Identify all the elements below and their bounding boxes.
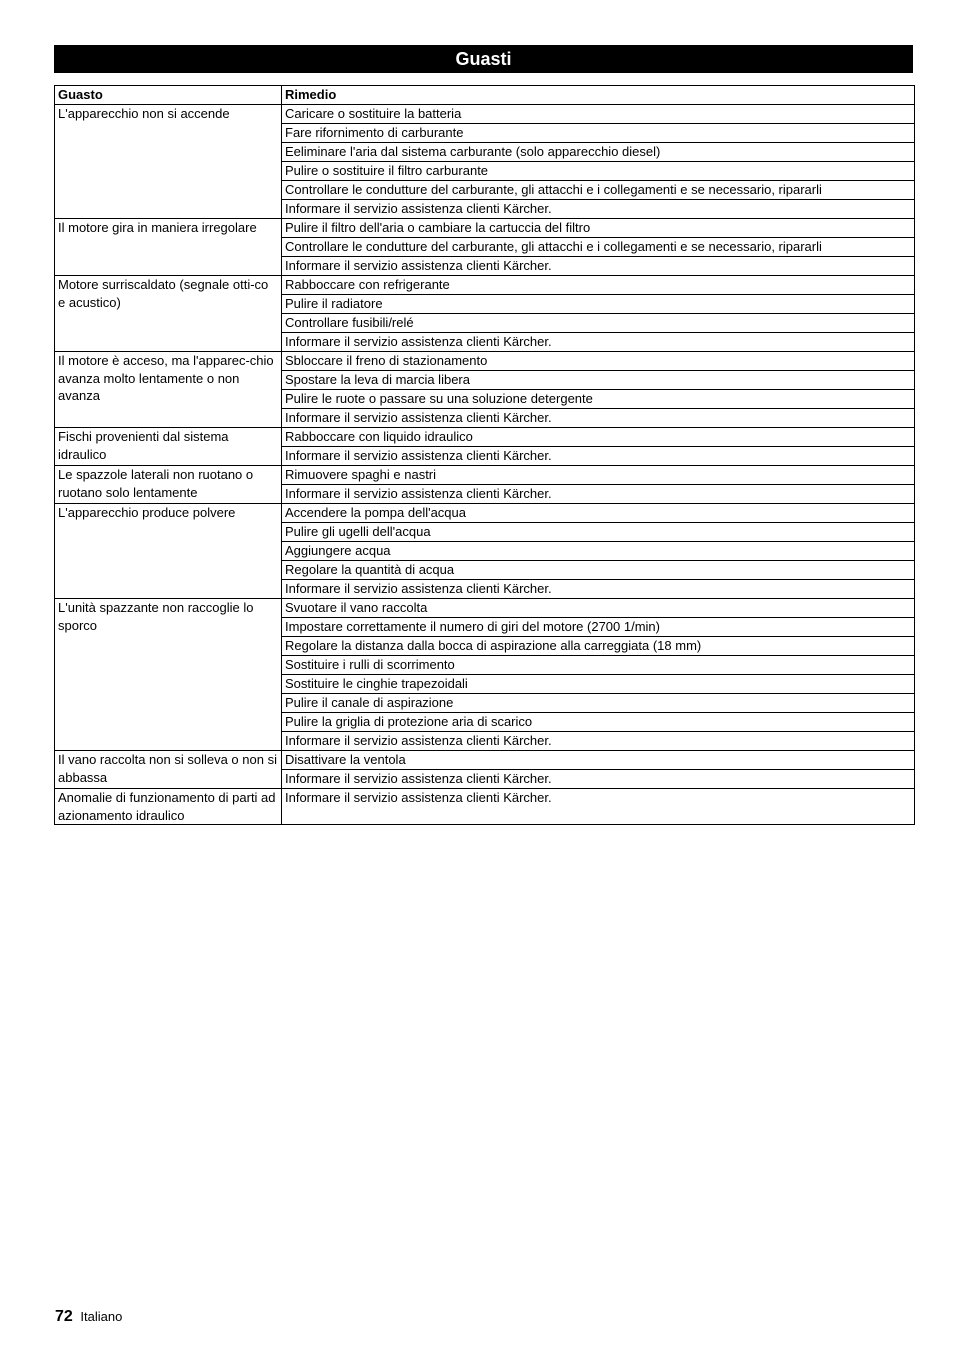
remedy-cell: Informare il servizio assistenza clienti Kärcher. <box>282 200 915 219</box>
table-row <box>55 276 915 295</box>
table-row <box>55 352 915 371</box>
table-row <box>55 751 915 770</box>
remedy-cell: Regolare la distanza dalla bocca di aspirazione alla carreggiata (18 mm) <box>282 637 915 656</box>
fault-cell: Le spazzole laterali non ruotano o ruotano solo lentamente <box>55 466 282 504</box>
remedy-cell: Informare il servizio assistenza clienti Kärcher. <box>282 485 915 504</box>
remedy-cell: Disattivare la ventola <box>282 751 915 770</box>
page-title: Guasti <box>54 45 913 73</box>
fault-cell: Fischi provenienti dal sistema idraulico <box>55 428 282 466</box>
remedy-cell: Pulire il filtro dell'aria o cambiare la cartuccia del filtro <box>282 219 915 238</box>
remedy-cell: Informare il servizio assistenza clienti Kärcher. <box>282 257 915 276</box>
remedy-cell: Controllare le condutture del carburante, gli attacchi e i collegamenti e se necessario, ripararli <box>282 238 915 257</box>
page-footer <box>55 1307 122 1327</box>
remedy-cell: Informare il servizio assistenza clienti Kärcher. <box>282 580 915 599</box>
remedy-cell: Informare il servizio assistenza clienti Kärcher. <box>282 789 915 825</box>
remedy-cell: Pulire le ruote o passare su una soluzione detergente <box>282 390 915 409</box>
table-row <box>55 599 915 618</box>
footer-language: Italiano <box>80 1309 123 1324</box>
remedy-cell: Regolare la quantità di acqua <box>282 561 915 580</box>
remedy-cell: Pulire o sostituire il filtro carburante <box>282 162 915 181</box>
remedy-cell: Accendere la pompa dell'acqua <box>282 504 915 523</box>
fault-cell: Motore surriscaldato (segnale otti-co e acustico) <box>55 276 282 352</box>
fault-cell: Il motore è acceso, ma l'apparec-chio avanza molto lentamente o non avanza <box>55 352 282 428</box>
header-fault: Guasto <box>55 86 282 105</box>
fault-cell: Anomalie di funzionamento di parti ad azionamento idraulico <box>55 789 282 825</box>
remedy-cell: Caricare o sostituire la batteria <box>282 105 915 124</box>
remedy-cell: Informare il servizio assistenza clienti Kärcher. <box>282 333 915 352</box>
remedy-cell: Sostituire i rulli di scorrimento <box>282 656 915 675</box>
table-row <box>55 466 915 485</box>
table-row <box>55 504 915 523</box>
table-row <box>55 105 915 124</box>
fault-cell: Il vano raccolta non si solleva o non si abbassa <box>55 751 282 789</box>
remedy-cell: Sostituire le cinghie trapezoidali <box>282 675 915 694</box>
fault-cell: L'apparecchio produce polvere <box>55 504 282 599</box>
table-row <box>55 428 915 447</box>
remedy-cell: Controllare fusibili/relé <box>282 314 915 333</box>
table-body <box>55 105 915 825</box>
table-row <box>55 219 915 238</box>
remedy-cell: Svuotare il vano raccolta <box>282 599 915 618</box>
remedy-cell: Aggiungere acqua <box>282 542 915 561</box>
remedy-cell: Pulire la griglia di protezione aria di scarico <box>282 713 915 732</box>
header-remedy: Rimedio <box>282 86 915 105</box>
remedy-cell: Impostare correttamente il numero di giri del motore (2700 1/min) <box>282 618 915 637</box>
remedy-cell: Fare rifornimento di carburante <box>282 124 915 143</box>
remedy-cell: Informare il servizio assistenza clienti Kärcher. <box>282 447 915 466</box>
faults-table <box>54 85 915 825</box>
fault-cell: L'unità spazzante non raccoglie lo sporco <box>55 599 282 751</box>
page-number: 72 <box>55 1308 73 1325</box>
remedy-cell: Sbloccare il freno di stazionamento <box>282 352 915 371</box>
remedy-cell: Controllare le condutture del carburante, gli attacchi e i collegamenti e se necessario, ripararli <box>282 181 915 200</box>
table-row <box>55 789 915 825</box>
remedy-cell: Rabboccare con refrigerante <box>282 276 915 295</box>
remedy-cell: Spostare la leva di marcia libera <box>282 371 915 390</box>
remedy-cell: Rabboccare con liquido idraulico <box>282 428 915 447</box>
remedy-cell: Rimuovere spaghi e nastri <box>282 466 915 485</box>
remedy-cell: Informare il servizio assistenza clienti Kärcher. <box>282 770 915 789</box>
remedy-cell: Informare il servizio assistenza clienti Kärcher. <box>282 409 915 428</box>
fault-cell: L'apparecchio non si accende <box>55 105 282 219</box>
remedy-cell: Eeliminare l'aria dal sistema carburante (solo apparecchio diesel) <box>282 143 915 162</box>
table-header-row <box>55 86 915 105</box>
remedy-cell: Pulire il radiatore <box>282 295 915 314</box>
remedy-cell: Informare il servizio assistenza clienti Kärcher. <box>282 732 915 751</box>
fault-cell: Il motore gira in maniera irregolare <box>55 219 282 276</box>
remedy-cell: Pulire il canale di aspirazione <box>282 694 915 713</box>
remedy-cell: Pulire gli ugelli dell'acqua <box>282 523 915 542</box>
